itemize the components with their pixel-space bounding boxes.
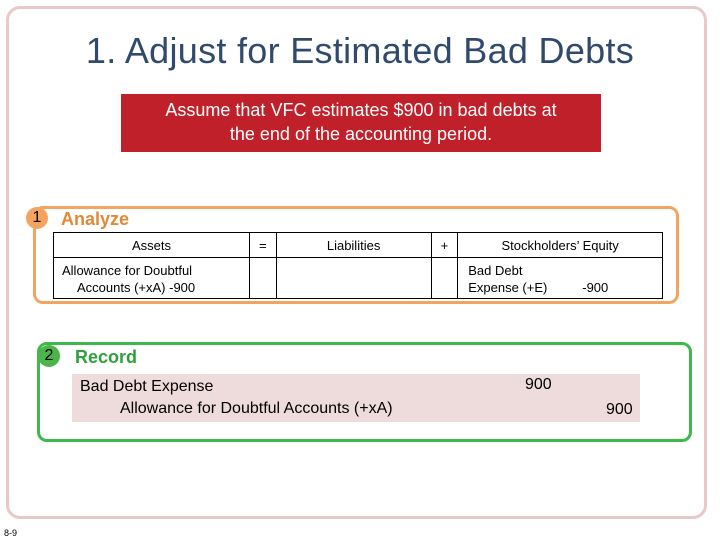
step-1-badge: 1 bbox=[26, 207, 48, 229]
liabilities-header: Liabilities bbox=[276, 233, 431, 258]
banner-line-1: Assume that VFC estimates $900 in bad debts at bbox=[165, 100, 557, 120]
slide-title: 1. Adjust for Estimated Bad Debts bbox=[85, 30, 635, 71]
journal-entry bbox=[72, 374, 640, 422]
plus-cell bbox=[431, 258, 458, 299]
analyze-label: Analyze bbox=[61, 209, 130, 229]
equation-header-row bbox=[54, 233, 663, 258]
equity-entry-amount: -900 bbox=[582, 280, 609, 295]
debit-account: Bad Debt Expense bbox=[80, 378, 214, 395]
assets-cell bbox=[54, 258, 250, 299]
equity-entry-line-2: Expense (+E) bbox=[468, 280, 548, 295]
credit-account: Allowance for Doubtful Accounts (+xA) bbox=[120, 400, 393, 417]
assets-entry-line-2: Accounts (+xA) -900 bbox=[77, 280, 196, 295]
equity-cell bbox=[458, 258, 663, 299]
credit-amount: 900 bbox=[606, 401, 633, 418]
equals-sign: = bbox=[249, 233, 276, 258]
equals-cell bbox=[249, 258, 276, 299]
liabilities-cell bbox=[276, 258, 431, 299]
accounting-equation-table bbox=[53, 232, 663, 299]
assumption-banner bbox=[121, 94, 601, 152]
banner-line-2: the end of the accounting period. bbox=[229, 124, 493, 144]
assets-entry-line-1: Allowance for Doubtful bbox=[62, 263, 193, 278]
step-2-badge: 2 bbox=[38, 345, 60, 367]
record-label: Record bbox=[75, 347, 138, 367]
page-number: 8-9 bbox=[4, 528, 18, 538]
debit-amount: 900 bbox=[525, 376, 552, 393]
equity-header: Stockholders’ Equity bbox=[458, 233, 663, 258]
equity-entry-line-1: Bad Debt bbox=[468, 263, 523, 278]
assets-header: Assets bbox=[54, 233, 250, 258]
plus-sign: + bbox=[431, 233, 458, 258]
equation-entry-row bbox=[54, 258, 663, 299]
